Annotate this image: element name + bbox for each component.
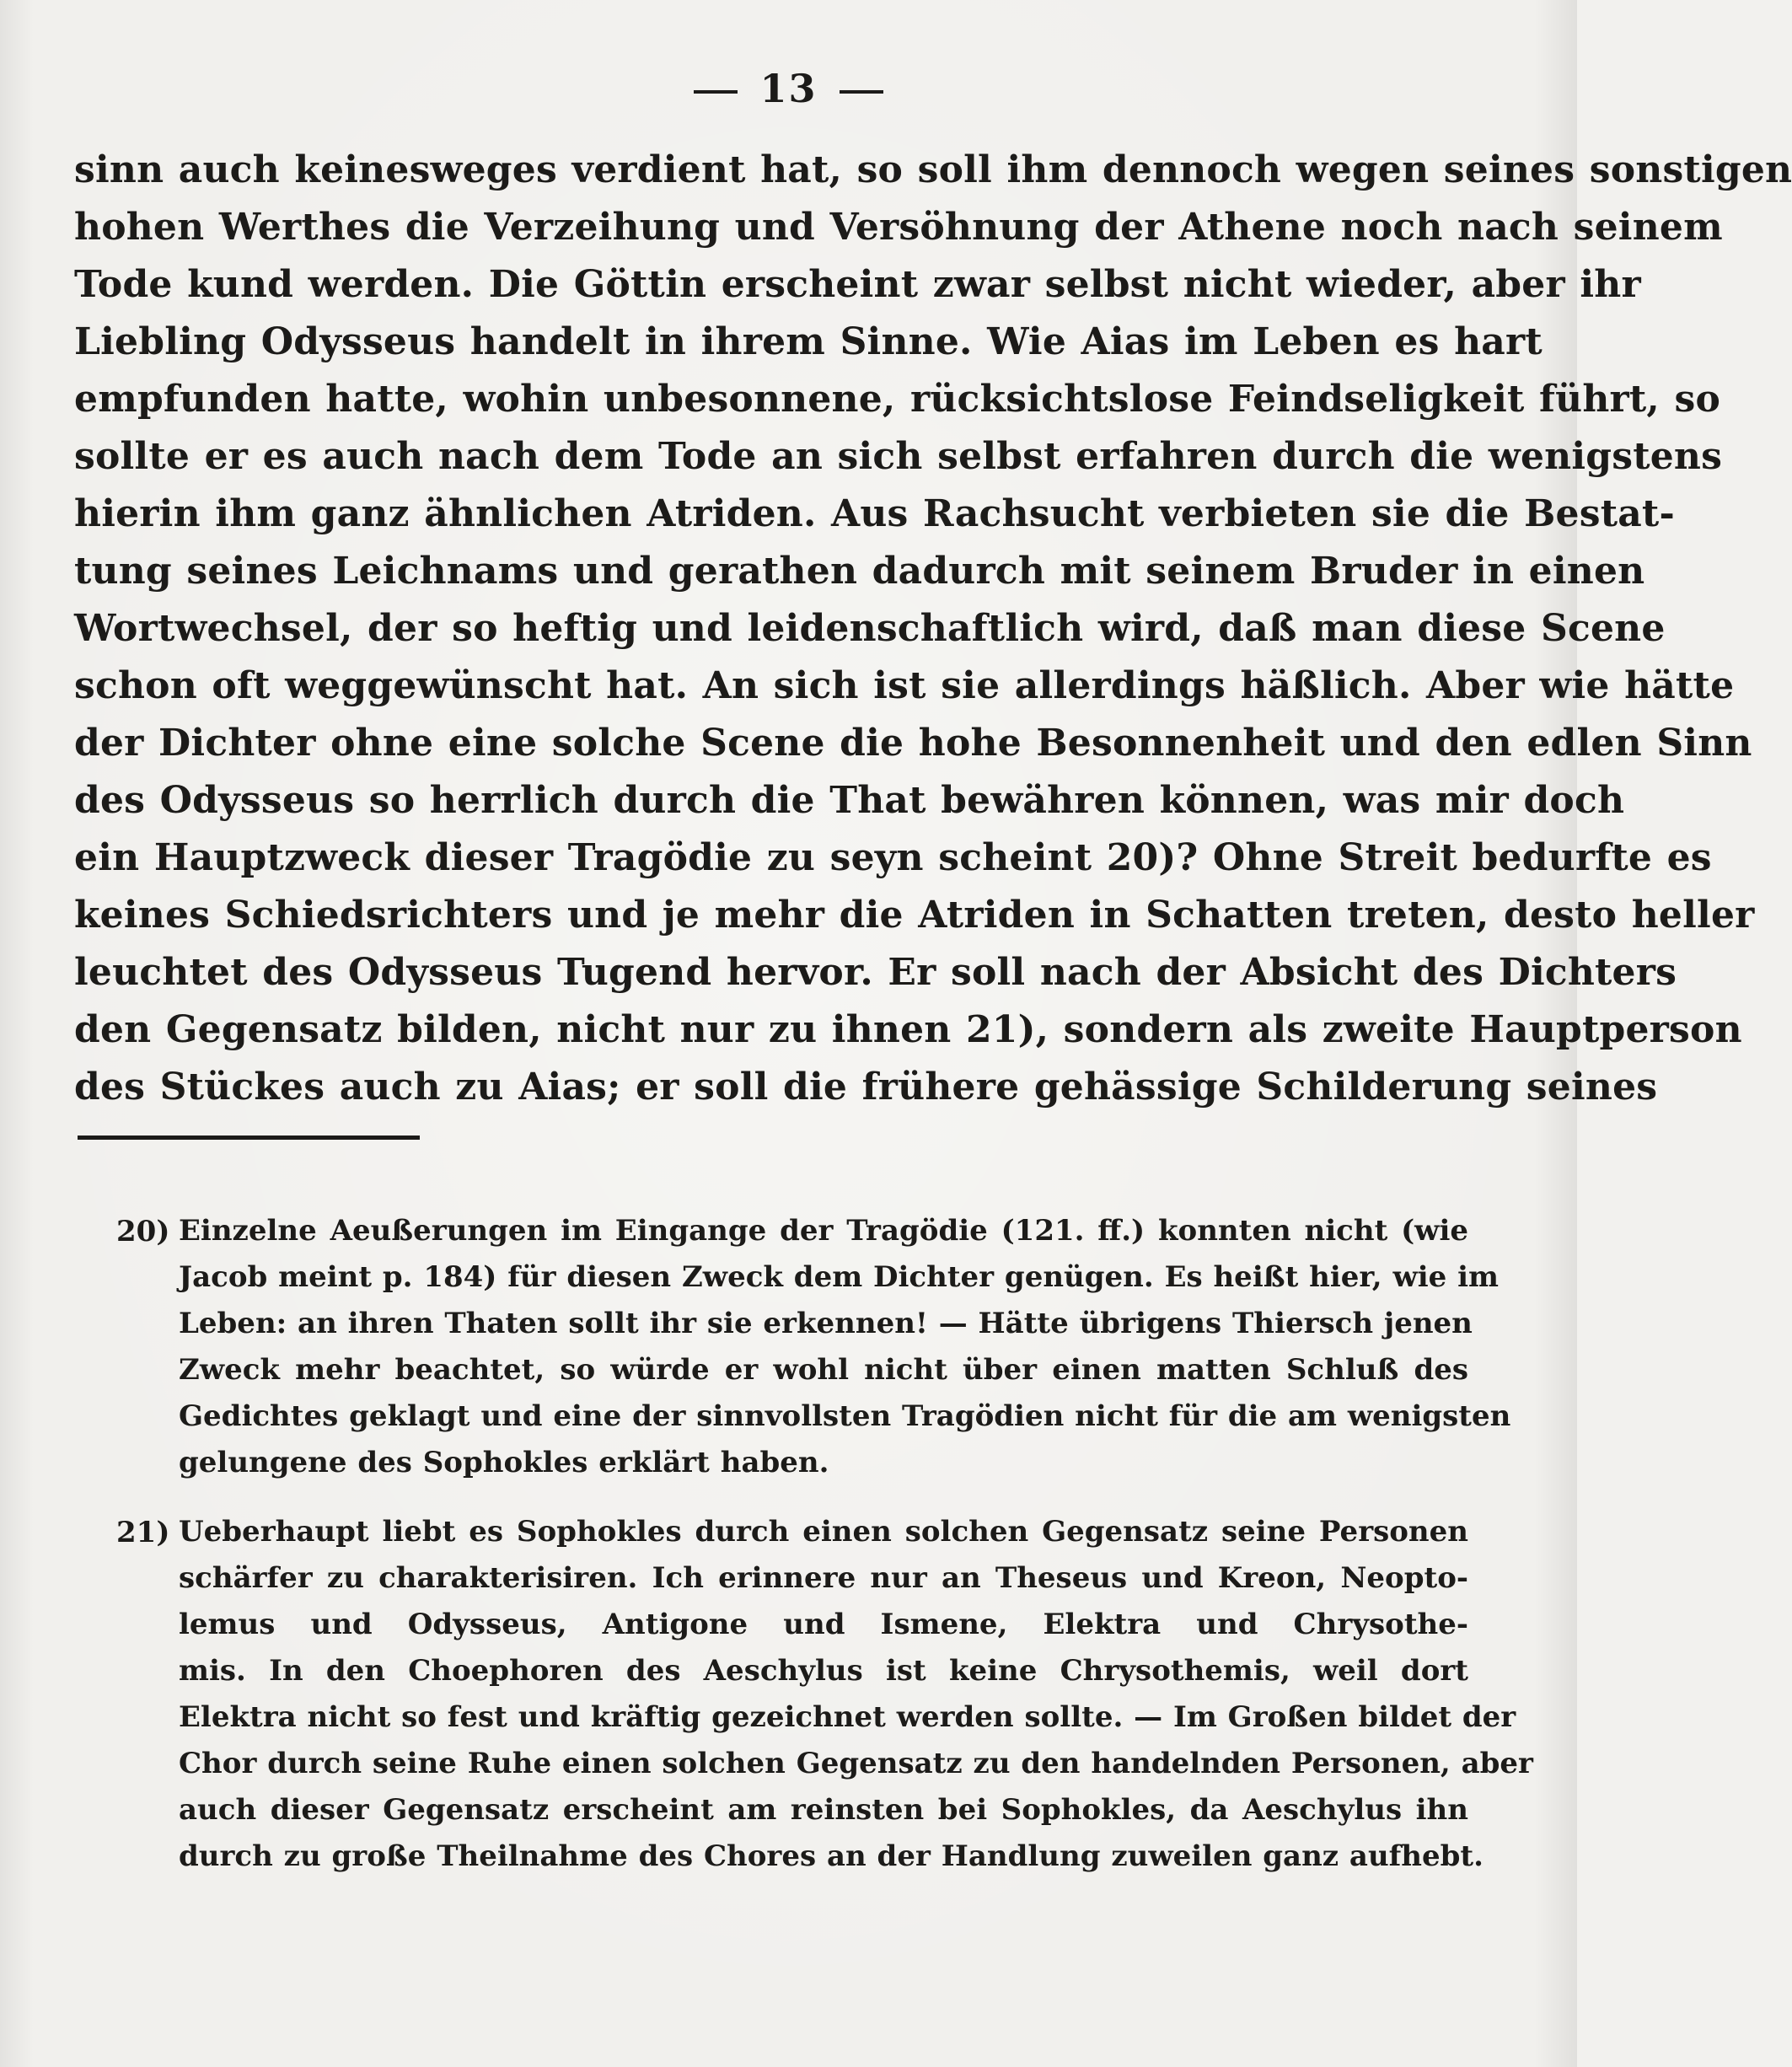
footnote-line: Jacob meint p. 184) für diesen Zweck dem Dichter genügen. Es heißt hier, wie im — [179, 1260, 1500, 1294]
footnote-line: mis. In den Choephoren des Aeschylus ist keine Chrysothemis, weil dort — [179, 1654, 1468, 1688]
header-dash-left — [694, 90, 738, 94]
text-line: Tode kund werden. Die Göttin erscheint zwar selbst nicht wieder, aber ihr — [74, 263, 1641, 306]
text-line: der Dichter ohne eine solche Scene die hohe Besonnenheit und den edlen Sinn — [74, 722, 1752, 765]
footnote-line: gelungene des Sophokles erklärt haben. — [179, 1446, 829, 1479]
text-line: leuchtet des Odysseus Tugend hervor. Er soll nach der Absicht des Dichters — [74, 951, 1677, 994]
footnote-marker: 21) — [116, 1516, 170, 1549]
footnote-line: Einzelne Aeußerungen im Eingange der Tragödie (121. ff.) konnten nicht (wie — [179, 1214, 1468, 1248]
footnote-line: Zweck mehr beachtet, so würde er wohl nicht über einen matten Schluß des — [179, 1353, 1468, 1387]
footnote-marker: 20) — [116, 1215, 170, 1248]
text-line: keines Schiedsrichters und je mehr die Atriden in Schatten treten, desto heller — [74, 894, 1755, 937]
footnote-line: auch dieser Gegensatz erscheint am reinsten bei Sophokles, da Aeschylus ihn — [179, 1793, 1468, 1827]
main-text — [74, 142, 1792, 1116]
page-number: 13 — [759, 66, 818, 111]
footnote-line: Elektra nicht so fest und kräftig gezeichnet werden sollte. — Im Großen bildet der — [179, 1700, 1516, 1734]
footnote-line: Leben: an ihren Thaten sollt ihr sie erkennen! — Hätte übrigens Thiersch jenen — [179, 1307, 1473, 1340]
footnote-line: durch zu große Theilnahme des Chores an der Handlung zuweilen ganz aufhebt. — [179, 1839, 1483, 1873]
text-line: hierin ihm ganz ähnlichen Atriden. Aus Rachsucht verbieten sie die Bestat- — [74, 492, 1675, 535]
text-line: den Gegensatz bilden, nicht nur zu ihnen 21), sondern als zweite Hauptperson — [74, 1008, 1742, 1051]
footnote-line: lemus und Odysseus, Antigone und Ismene, Elektra und Chrysothe- — [179, 1608, 1468, 1641]
text-line: tung seines Leichnams und gerathen dadurch mit seinem Bruder in einen — [74, 550, 1645, 593]
text-line: des Stückes auch zu Aias; er soll die frühere gehässige Schilderung seines — [74, 1066, 1658, 1109]
text-line: sinn auch keinesweges verdient hat, so soll ihm dennoch wegen seines sonstigen — [74, 148, 1792, 191]
footnote-line: Chor durch seine Ruhe einen solchen Gegensatz zu den handelnden Personen, aber — [179, 1747, 1533, 1780]
footnote-divider — [78, 1136, 420, 1140]
footnote-line: Gedichtes geklagt und eine der sinnvollsten Tragödien nicht für die am wenigsten — [179, 1399, 1511, 1433]
text-line: ein Hauptzweck dieser Tragödie zu seyn scheint 20)? Ohne Streit bedurfte es — [74, 836, 1712, 879]
page-header — [0, 66, 1577, 111]
text-line: schon oft weggewünscht hat. An sich ist sie allerdings häßlich. Aber wie hätte — [74, 664, 1735, 707]
text-line: hohen Werthes die Verzeihung und Versöhnung der Athene noch nach seinem — [74, 206, 1723, 249]
footnote-text — [179, 1509, 1533, 1880]
header-dash-right — [840, 90, 883, 94]
text-line: des Odysseus so herrlich durch die That bewähren können, was mir doch — [74, 779, 1625, 822]
text-line: Wortwechsel, der so heftig und leidenschaftlich wird, daß man diese Scene — [74, 607, 1666, 650]
footnote-text — [179, 1208, 1511, 1486]
footnote-line: Ueberhaupt liebt es Sophokles durch einen solchen Gegensatz seine Personen — [179, 1515, 1468, 1549]
footnote-line: schärfer zu charakterisiren. Ich erinnere nur an Theseus und Kreon, Neopto- — [179, 1561, 1468, 1595]
text-line: empfunden hatte, wohin unbesonnene, rücksichtslose Feindseligkeit führt, so — [74, 378, 1720, 421]
text-line: Liebling Odysseus handelt in ihrem Sinne. Wie Aias im Leben es hart — [74, 320, 1543, 363]
text-line: sollte er es auch nach dem Tode an sich selbst erfahren durch die wenigstens — [74, 435, 1723, 478]
